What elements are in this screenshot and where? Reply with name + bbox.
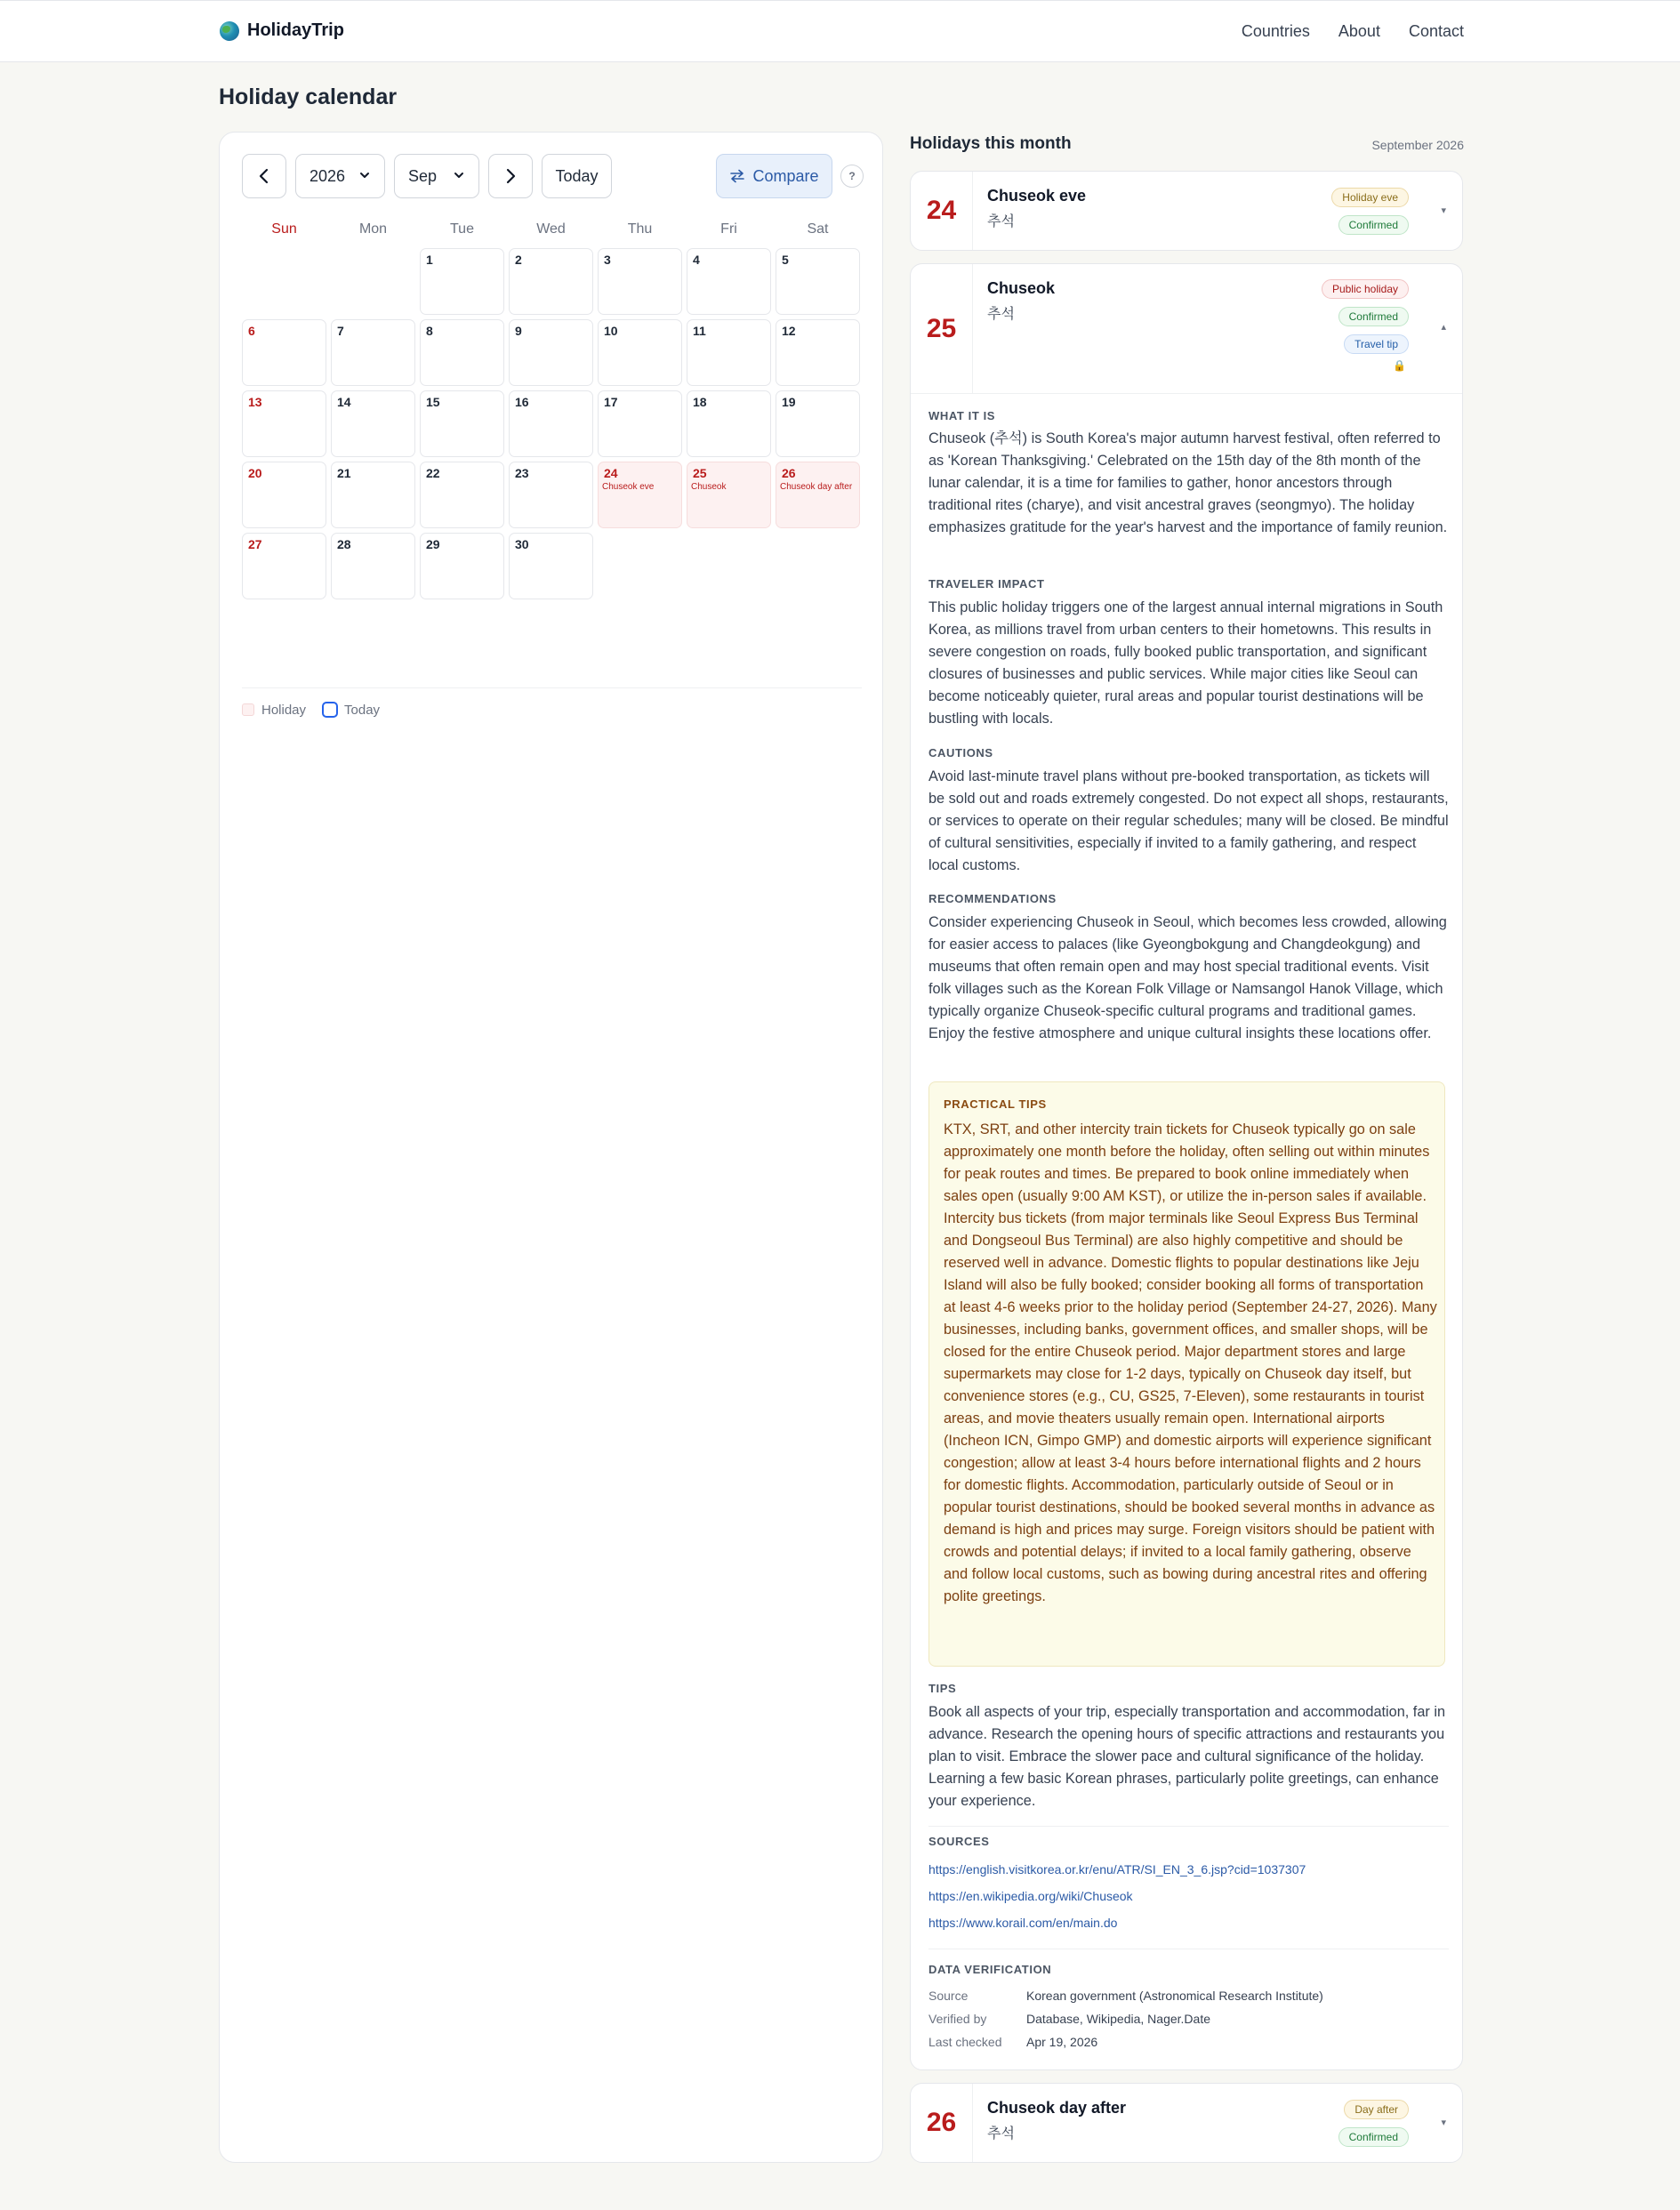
holiday-type-badge: Public holiday bbox=[1322, 279, 1409, 299]
calendar-day[interactable] bbox=[420, 533, 504, 599]
sources-heading: SOURCES bbox=[928, 1835, 990, 1848]
weekday-sun: Sun bbox=[271, 221, 297, 237]
day-number: 16 bbox=[515, 395, 529, 409]
calendar-day[interactable] bbox=[687, 319, 771, 386]
calendar-day[interactable] bbox=[242, 533, 326, 599]
holiday-day-number: 25 bbox=[911, 264, 973, 393]
calendar-day[interactable] bbox=[509, 390, 593, 457]
verified-by-value: Database, Wikipedia, Nager.Date bbox=[1026, 2012, 1210, 2026]
practical-tips-text: KTX, SRT, and other intercity train tickets for Chuseok typically go on sale approximately one month before the holiday, often selling out within minutes for peak routes and times. Be prepared to book online immediately when sales open (usually 9:00 AM KST), or utilize the in-person sales if available. Intercity bus tickets (from major terminals like Seoul Express Bus Terminal and Dongseoul Bus Terminal) are also highly competitive and should be reserved well in advance. Domestic flights to popular destinations like Jeju Island will also be fully booked; consider booking all forms of transportation at least 4-6 weeks prior to the holiday period (September 24-27, 2026). Many businesses, including banks, government offices, and smaller shops, will be closed for the entire Chuseok period. Major department stores and large supermarkets may close for 1-2 days, typically on Chuseok day itself, but convenience stores (e.g., CU, GS25, 7-Eleven), some restaurants in tourist areas, and movie theaters usually remain open. International airports (Incheon ICN, Gimpo GMP) and domestic airports will experience significant congestion; allow at least 3-4 hours before international flights and 2 hours for domestic flights. Accommodation, particularly outside of Seoul or in popular tourist destinations, should be booked several months in advance as demand is high and prices may surge. Foreign visitors should be patient with crowds and potential delays; if invited to a local family gathering, observe and follow local customs, such as bowing during ancestral rites and offering polite greetings. bbox=[944, 1121, 1437, 1604]
page-title: Holiday calendar bbox=[219, 84, 398, 109]
practical-tips-box bbox=[928, 1081, 1445, 1667]
calendar-day[interactable] bbox=[776, 390, 860, 457]
chevron-left-icon bbox=[255, 167, 273, 185]
calendar-day-holiday[interactable] bbox=[598, 462, 682, 528]
holiday-type-badge: Holiday eve bbox=[1331, 188, 1409, 207]
holiday-card-chuseok-day-after[interactable] bbox=[910, 2083, 1463, 2163]
practical-tips-heading: PRACTICAL TIPS bbox=[944, 1097, 1047, 1111]
holiday-type-badge: Day after bbox=[1344, 2100, 1409, 2119]
day-number: 25 bbox=[693, 466, 707, 480]
weekday-tue: Tue bbox=[450, 221, 474, 237]
swap-arrows-icon bbox=[729, 169, 745, 183]
lock-icon: 🔒 bbox=[1393, 359, 1406, 372]
day-number: 22 bbox=[426, 466, 440, 480]
day-number: 14 bbox=[337, 395, 351, 409]
weekday-mon: Mon bbox=[358, 221, 388, 237]
traveler-impact-text: This public holiday triggers one of the largest annual internal migrations in South Korea, as millions travel from urban centers to their hometowns. This results in severe congestion on roads, fully booked public transportation, and significant closures of businesses and public services. While major cities like Seoul can become noticeably quieter, rural areas and popular tourist destinations will be bustling with locals. bbox=[928, 599, 1443, 727]
recommendations-text: Consider experiencing Chuseok in Seoul, which becomes less crowded, allowing for easier access to palaces (like Gyeongbokgung and Changdeokgung) and museums that often remain open and may host special traditional events. Visit folk villages such as the Korean Folk Village or Namsangol Hanok Village, which typically organize Chuseok-specific cultural programs and traditional games. Enjoy the festive atmosphere and unique cultural insights these locations offer. bbox=[928, 914, 1447, 1041]
day-number: 5 bbox=[782, 253, 789, 267]
today-legend-label: Today bbox=[344, 702, 381, 718]
day-number: 28 bbox=[337, 537, 351, 551]
holiday-local-name: 추석 bbox=[987, 307, 1015, 322]
last-checked-value: Apr 19, 2026 bbox=[1026, 2035, 1098, 2049]
cautions-heading: CAUTIONS bbox=[928, 746, 993, 759]
source-link[interactable]: https://www.korail.com/en/main.do bbox=[928, 1916, 1118, 1930]
year-select-value: 2026 bbox=[309, 166, 346, 185]
calendar-day[interactable] bbox=[420, 390, 504, 457]
recommendations-heading: RECOMMENDATIONS bbox=[928, 892, 1057, 905]
calendar-day[interactable] bbox=[598, 390, 682, 457]
traveler-impact-heading: TRAVELER IMPACT bbox=[928, 577, 1045, 591]
nav-link-countries[interactable]: Countries bbox=[1241, 22, 1310, 40]
nav-link-about[interactable]: About bbox=[1338, 22, 1380, 40]
compare-button[interactable] bbox=[716, 154, 832, 198]
tips-heading: TIPS bbox=[928, 1682, 957, 1695]
chevron-right-icon bbox=[502, 167, 519, 185]
day-number: 3 bbox=[604, 253, 611, 267]
day-number: 7 bbox=[337, 324, 344, 338]
weekday-header bbox=[242, 221, 862, 241]
day-number: 11 bbox=[693, 324, 706, 338]
next-month-button[interactable] bbox=[488, 154, 533, 198]
today-button[interactable]: Today bbox=[542, 154, 612, 198]
day-number: 20 bbox=[248, 466, 262, 480]
compare-button-label: Compare bbox=[752, 166, 819, 185]
day-number: 15 bbox=[426, 395, 440, 409]
weekday-fri: Fri bbox=[720, 221, 737, 237]
verified-by-key: Verified by bbox=[928, 2012, 987, 2026]
day-number: 19 bbox=[782, 395, 796, 409]
day-holiday-name: Chuseok bbox=[691, 482, 727, 492]
day-number: 6 bbox=[248, 324, 255, 338]
day-number: 29 bbox=[426, 537, 440, 551]
day-number: 2 bbox=[515, 253, 522, 267]
day-number: 24 bbox=[604, 466, 618, 480]
verification-source-key: Source bbox=[928, 1989, 969, 2003]
holiday-name: Chuseok bbox=[987, 279, 1056, 297]
holiday-day-number: 26 bbox=[911, 2084, 973, 2162]
day-number: 27 bbox=[248, 537, 262, 551]
day-number: 30 bbox=[515, 537, 529, 551]
calendar-day[interactable] bbox=[509, 248, 593, 315]
holiday-local-name: 추석 bbox=[987, 2126, 1015, 2142]
divider bbox=[242, 687, 862, 688]
day-number: 21 bbox=[337, 466, 351, 480]
calendar-day[interactable] bbox=[598, 319, 682, 386]
holiday-legend-label: Holiday bbox=[261, 702, 307, 718]
day-number: 9 bbox=[515, 324, 522, 338]
day-number: 10 bbox=[604, 324, 618, 338]
brand-name: HolidayTrip bbox=[247, 20, 344, 40]
calendar-day-holiday[interactable] bbox=[687, 462, 771, 528]
day-number: 4 bbox=[693, 253, 700, 267]
what-it-is-heading: WHAT IT IS bbox=[928, 409, 996, 422]
holiday-card-chuseok[interactable] bbox=[910, 263, 1463, 2070]
calendar-day[interactable] bbox=[776, 248, 860, 315]
calendar-day[interactable] bbox=[242, 462, 326, 528]
weekday-thu: Thu bbox=[627, 221, 653, 237]
collapse-toggle-icon[interactable]: ▴ bbox=[1441, 322, 1446, 333]
day-number: 17 bbox=[604, 395, 618, 409]
calendar-day[interactable] bbox=[509, 533, 593, 599]
calendar-day[interactable] bbox=[331, 462, 415, 528]
calendar-day[interactable] bbox=[242, 319, 326, 386]
travel-tip-badge: Travel tip bbox=[1344, 334, 1409, 354]
day-number: 18 bbox=[693, 395, 707, 409]
divider bbox=[928, 1826, 1449, 1827]
calendar-day[interactable] bbox=[420, 248, 504, 315]
holiday-legend-swatch bbox=[242, 703, 254, 716]
data-verification-heading: DATA VERIFICATION bbox=[928, 1963, 1052, 1976]
holidays-panel-month: September 2026 bbox=[1371, 138, 1464, 152]
expand-toggle-icon[interactable]: ▾ bbox=[1441, 2118, 1446, 2128]
expand-toggle-icon[interactable]: ▾ bbox=[1441, 205, 1446, 216]
divider bbox=[911, 393, 1462, 394]
calendar-day[interactable] bbox=[509, 462, 593, 528]
last-checked-key: Last checked bbox=[928, 2035, 1002, 2049]
calendar-day[interactable] bbox=[687, 248, 771, 315]
year-select[interactable] bbox=[295, 154, 385, 198]
holiday-name: Chuseok day after bbox=[987, 2099, 1127, 2117]
calendar-day[interactable] bbox=[687, 390, 771, 457]
weekday-sat: Sat bbox=[807, 221, 829, 237]
calendar-day[interactable] bbox=[331, 533, 415, 599]
weekday-wed: Wed bbox=[536, 221, 566, 237]
tips-text: Book all aspects of your trip, especially transportation and accommodation, far in advance. Research the opening hours of specific attractions and restaurants you plan to visit. Embrace the slower pace and cultural significance of the holiday. Learning a few basic Korean phrases, particularly polite greetings, can enhance your experience. bbox=[928, 1704, 1445, 1809]
what-it-is-text: Chuseok (추석) is South Korea's major autumn harvest festival, often referred to as 'Korean Thanksgiving.' Celebrated on the 15th day of the 8th month of the lunar calendar, it is a time for families to gather, honor ancestors through traditional rites (charye), and visit ancestral graves (seongmyo). The holiday emphasizes gratitude for the year's harvest and the importance of family reunion. bbox=[928, 430, 1448, 535]
calendar-day[interactable] bbox=[420, 319, 504, 386]
verification-source-value: Korean government (Astronomical Research Institute) bbox=[1026, 1989, 1323, 2003]
calendar-day[interactable] bbox=[331, 319, 415, 386]
day-number: 12 bbox=[782, 324, 796, 338]
calendar-panel bbox=[219, 132, 883, 2163]
status-badge: Confirmed bbox=[1338, 2127, 1409, 2147]
month-select-value: Sep bbox=[408, 166, 438, 185]
holiday-card-chuseok-eve[interactable] bbox=[910, 171, 1463, 251]
top-navigation bbox=[0, 0, 1680, 62]
day-number: 1 bbox=[426, 253, 433, 267]
cautions-text: Avoid last-minute travel plans without pre-booked transportation, as tickets will be sold out and roads extremely congested. Do not expect all shops, restaurants, or services to operate on their regular schedules; many will be closed. Be mindful of cultural sensitivities, especially if invited to a family gathering, and respect local customs. bbox=[928, 768, 1449, 873]
calendar-day[interactable] bbox=[598, 248, 682, 315]
calendar-day[interactable] bbox=[776, 319, 860, 386]
previous-month-button[interactable] bbox=[242, 154, 286, 198]
status-badge: Confirmed bbox=[1338, 215, 1409, 235]
globe-icon bbox=[220, 21, 239, 41]
nav-links bbox=[1242, 22, 1464, 41]
holiday-name: Chuseok eve bbox=[987, 187, 1087, 205]
day-holiday-name: Chuseok day after bbox=[780, 482, 853, 492]
source-link[interactable]: https://english.visitkorea.or.kr/enu/ATR/SI_EN_3_6.jsp?cid=1037307 bbox=[928, 1862, 1306, 1876]
help-button[interactable]: ? bbox=[840, 165, 864, 188]
day-number: 23 bbox=[515, 466, 529, 480]
month-select[interactable] bbox=[394, 154, 479, 198]
calendar-day[interactable] bbox=[242, 390, 326, 457]
calendar-day[interactable] bbox=[420, 462, 504, 528]
day-number: 26 bbox=[782, 466, 796, 480]
day-holiday-name: Chuseok eve bbox=[602, 482, 655, 492]
holiday-day-number: 24 bbox=[911, 172, 973, 250]
calendar-day-holiday[interactable] bbox=[776, 462, 860, 528]
holiday-local-name: 추석 bbox=[987, 214, 1015, 229]
day-number: 8 bbox=[426, 324, 433, 338]
source-link[interactable]: https://en.wikipedia.org/wiki/Chuseok bbox=[928, 1889, 1133, 1903]
day-number: 13 bbox=[248, 395, 262, 409]
nav-link-contact[interactable]: Contact bbox=[1408, 22, 1464, 40]
chevron-down-icon bbox=[453, 169, 465, 181]
holidays-panel-title: Holidays this month bbox=[910, 134, 1072, 153]
status-badge: Confirmed bbox=[1338, 307, 1409, 326]
chevron-down-icon bbox=[358, 169, 371, 181]
calendar-legend bbox=[242, 702, 380, 718]
brand-logo[interactable] bbox=[220, 20, 344, 41]
calendar-day[interactable] bbox=[331, 390, 415, 457]
today-legend-swatch bbox=[322, 702, 338, 718]
calendar-day[interactable] bbox=[509, 319, 593, 386]
